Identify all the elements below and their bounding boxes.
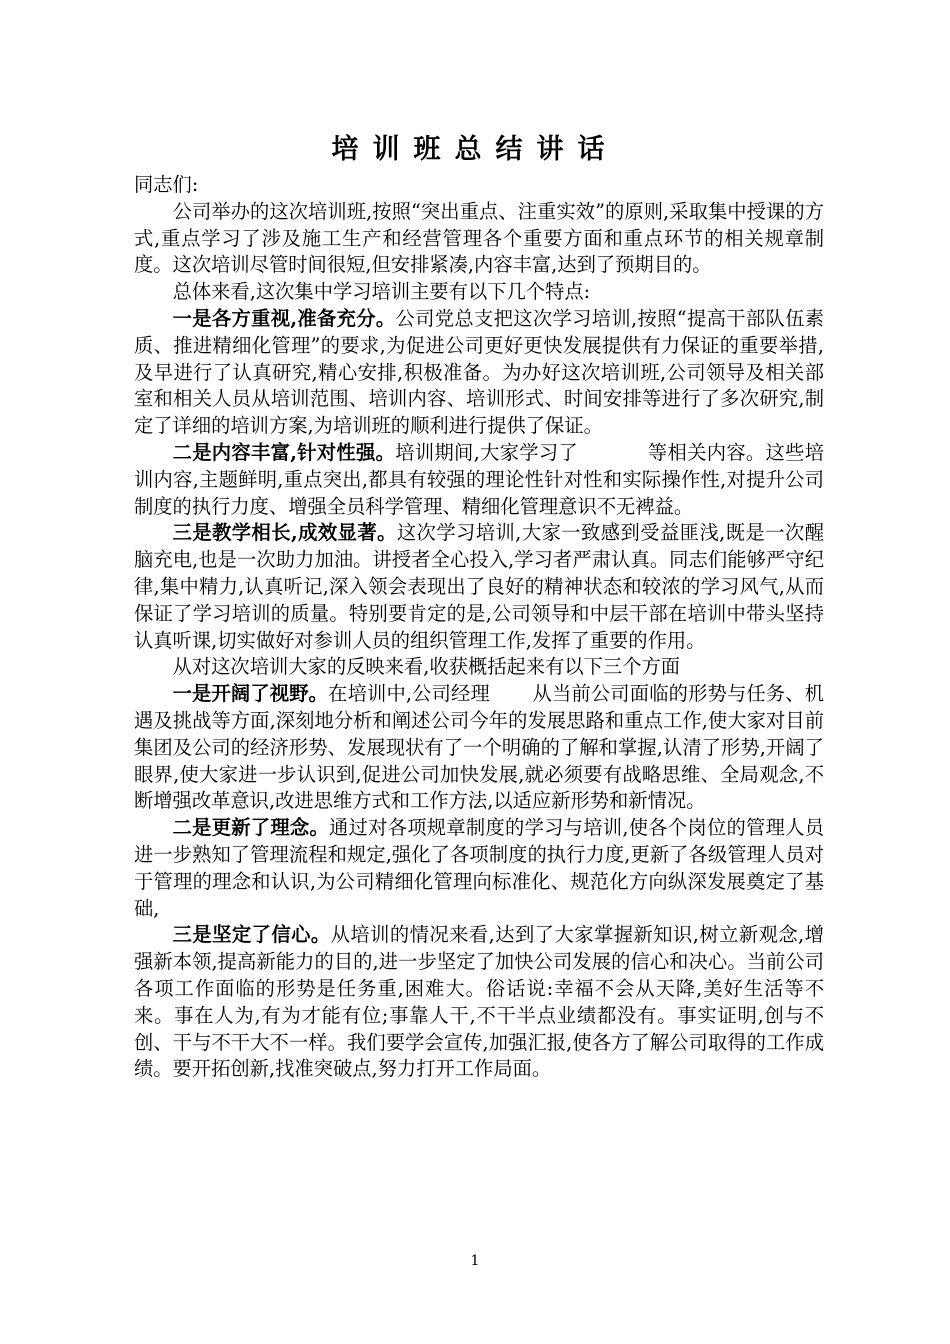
gain-1-text-after: 从当前公司面临的形势与任务、机遇及挑战等方面,深刻地分析和阐述公司今年的发展思路和重点工作,使大家对目前集团及公司的经济形势、发展现状有了一个明确的了解和掌握,认清了形势,开阔了眼界,使大家进一步认识到,促进公司加快发展,就必须要有战略思维、全局观念,不断增强改革意识,改进思维方式和工作方法,以适应新形势和新情况。 (134, 682, 824, 813)
paragraph-gain-3 (134, 922, 824, 1083)
paragraph-feature-3 (134, 520, 824, 654)
paragraph-gain-2 (134, 815, 824, 922)
feature-2-text-after: 等相关内容。这些培训内容,主题鲜明,重点突出,都具有较强的理论性针对性和实际操作性,对提升公司制度的执行力度、增强全员科学管理、精细化管理意识不无裨益。 (134, 440, 825, 518)
paragraph-gains-intro: 从对这次培训大家的反映来看,收获概括起来有以下三个方面 (172, 655, 681, 679)
paragraph-feature-1 (134, 306, 824, 440)
feature-3-text: 这次学习培训,大家一致感到受益匪浅,既是一次醒脑充电,也是一次助力加油。讲授者全心投入,学习者严肃认真。同志们能够严守纪律,集中精力,认真听记,深入领会表现出了良好的精神状态和较浓的学习风气,从而保证了学习培训的质量。特别要肯定的是,公司领导和中层干部在培训中带头坚持认真听课,切实做好对参训人员的组织管理工作,发挥了重要的作用。 (134, 521, 824, 652)
gain-2-text: 通过对各项规章制度的学习与培训,使各个岗位的管理人员进一步熟知了管理流程和规定,强化了各项制度的执行力度,更新了各级管理人员对于管理的理念和认识,为公司精细化管理向标准化、规范化方向纵深发展奠定了基础, (134, 816, 824, 920)
paragraph-gain-1 (134, 681, 824, 815)
document-title: 培训班总结讲话 (331, 134, 619, 165)
feature-3-heading: 三是教学相长,成效显著。 (172, 521, 397, 545)
paragraph-overview: 总体来看,这次集中学习培训主要有以下几个特点: (172, 280, 591, 304)
salutation: 同志们: (134, 173, 199, 196)
feature-2-text-before: 培训期间,大家学习了 (395, 440, 579, 464)
gain-3-heading: 三是坚定了信心。 (172, 923, 331, 947)
gain-3-text: 从培训的情况来看,达到了大家掌握新知识,树立新观念,增强新本领,提高新能力的目的,进一步坚定了加快公司发展的信心和决心。当前公司各项工作面临的形势是任务重,困难大。俗话说:幸福不会从天降,美好生活等不来。事在人为,有为才能有位;事靠人干,不干半点业绩都没有。事实证明,创与不创、干与不干大不一样。我们要学会宣传,加强汇报,使各方了解公司取得的工作成绩。要开拓创新,找准突破点,努力打开工作局面。 (134, 923, 825, 1081)
feature-2-heading: 二是内容丰富,针对性强。 (172, 440, 396, 464)
gain-1-text-before: 在培训中,公司经理 (328, 682, 490, 706)
gain-1-heading: 一是开阔了视野。 (172, 682, 329, 706)
paragraph-feature-2 (134, 440, 824, 520)
document-body (134, 172, 824, 1083)
feature-1-heading: 一是各方重视,准备充分。 (172, 306, 396, 330)
page-number: 1 (470, 1253, 480, 1269)
gain-2-heading: 二是更新了理念。 (172, 816, 330, 840)
feature-1-text: 公司党总支把这次学习培训,按照“提高干部队伍素质、推进精细化管理”的要求,为促进公司更好更快发展提供有力保证的重要举措,及早进行了认真研究,精心安排,积极准备。为办好这次培训班,公司领导及相关部室和相关人员从培训范围、培训内容、培训形式、时间安排等进行了多次研究,制定了详细的培训方案,为培训班的顺利进行提供了保证。 (134, 306, 824, 438)
paragraph-intro: 公司举办的这次培训班,按照“突出重点、注重实效”的原则,采取集中授课的方式,重点学习了涉及施工生产和经营管理各个重要方面和重点环节的相关规章制度。这次培训尽管时间很短,但安排紧凑,内容丰富,达到了预期目的。 (134, 199, 824, 277)
